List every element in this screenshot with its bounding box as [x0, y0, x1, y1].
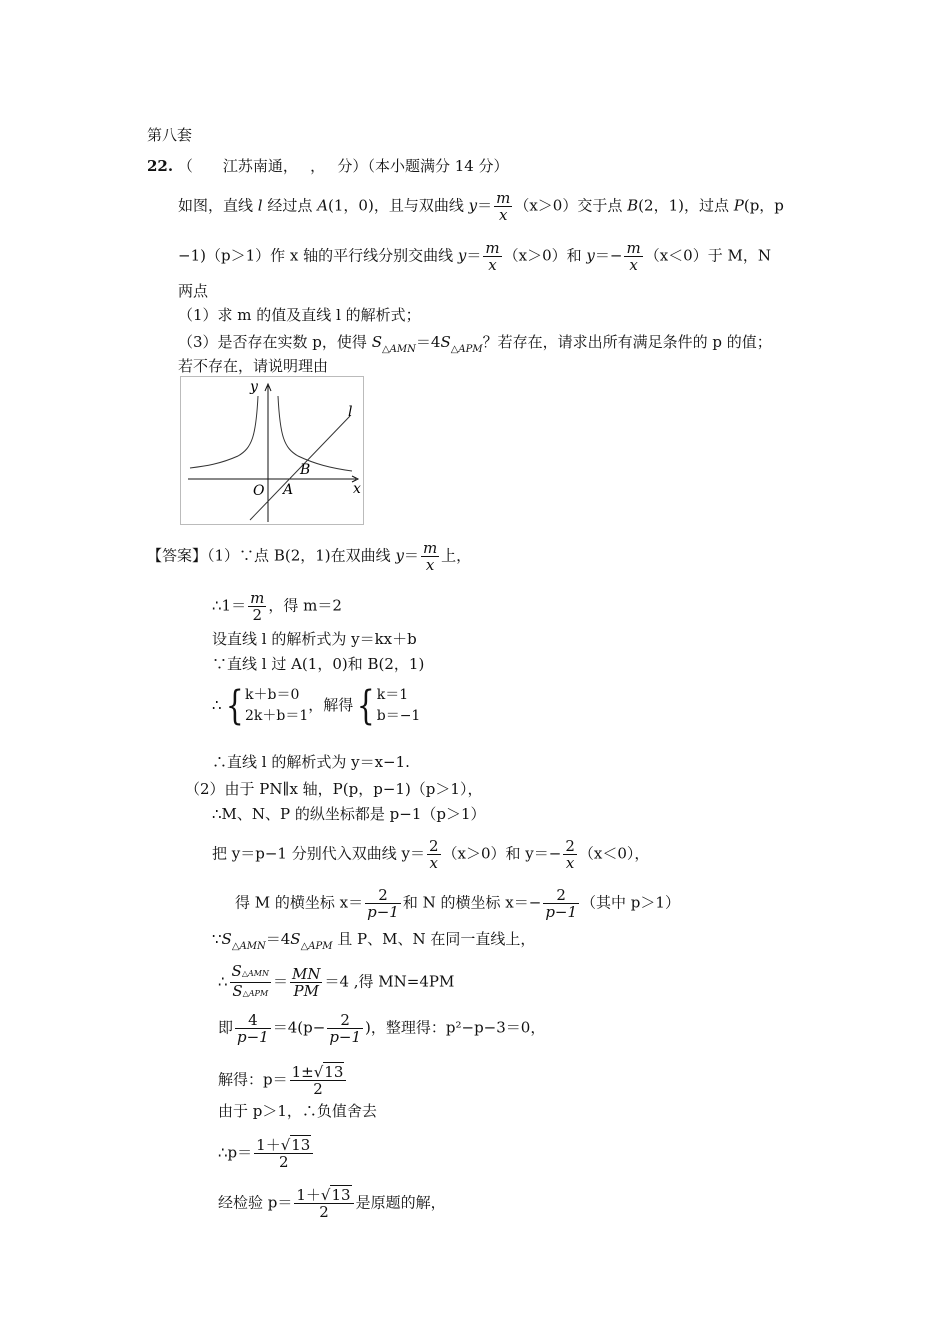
answer-part-2-line-7: 即 $\frac{4}{p-1}$ ＝4(p− $\frac{2}{p-1}$ )，整理得：p²−p−3＝0，	[218, 1011, 546, 1046]
label-O: O	[253, 483, 265, 499]
question-header	[147, 156, 509, 176]
label-y: y	[250, 379, 258, 395]
answer-part-2-line-6: ∴ $\frac{\text{S△AMN}}{\text{S△APM}}$ ＝ $\frac{MN}{PM}$ ＝4 ,得 MN=4PM	[218, 962, 455, 1000]
set-title: 第八套	[147, 126, 193, 144]
answer-line-2: ∴1＝ $\frac{m}{2}$ ，得 m＝2	[212, 589, 342, 624]
question-number: 22.	[147, 157, 174, 175]
answer-part-2-line-3: 把 y＝p−1 分别代入双曲线 y＝ $\frac{2}{x}$ （x＞0）和 y＝− $\frac{2}{x}$ （x＜0），	[212, 837, 650, 872]
answer-part-2-line-8: 解得：p＝ $\frac{1\pm√13}{2}$	[218, 1064, 348, 1097]
stem-line-2: −1)（p＞1）作 x 轴的平行线分别交曲线 y＝ $\frac{m}{x}$ （x＞0）和 y＝− $\frac{m}{x}$ （x＜0）于 M，N	[178, 239, 771, 274]
stem-line-3: 两点	[178, 282, 209, 300]
answer-part-2-line-4: 得 M 的横坐标 x＝ $\frac{2}{p-1}$ 和 N 的横坐标 x＝− $\frac{2}{p-1}$ （其中 p＞1）	[235, 886, 680, 921]
part-3-question-cont: 若不存在，请说明理由	[178, 357, 329, 375]
part-1-question: （1）求 m 的值及直线 l 的解析式；	[178, 306, 421, 324]
hyperbola-right-branch	[278, 396, 352, 471]
label-l: l	[348, 404, 353, 420]
answer-line-1: 【答案】（1）∵点 B(2，1)在双曲线 y＝ $\frac{m}{x}$ 上，	[147, 539, 472, 574]
hyperbola-figure	[180, 376, 366, 526]
answer-part-2-line-9: 由于 p＞1，∴负值舍去	[218, 1102, 377, 1120]
answer-part-2-line-11: 经检验 p＝ $\frac{1+√13}{2}$ 是原题的解，	[218, 1186, 446, 1221]
answer-part-2-line-2: ∴M、N、P 的纵坐标都是 p−1（p＞1）	[212, 805, 486, 823]
answer-part-2-line-10: ∴p＝ $\frac{1+√13}{2}$	[218, 1137, 315, 1170]
part-3-question: （3）是否存在实数 p，使得 $S_{\triangle AMN}=4S_{\triangle APM}$？若存在，请求出所有满足条件的 p 的值；	[178, 333, 772, 355]
answer-part-2-line-5: $\because S_{\triangle AMN}=4S_{\triangle APM}$ 且 P、M、N 在同一直线上，	[212, 930, 536, 952]
label-B: B	[300, 462, 311, 478]
figure-border	[181, 377, 364, 525]
question-score: （本小题满分 14 分）	[367, 157, 509, 175]
answer-line-3: 设直线 l 的解析式为 y＝kx＋b	[212, 630, 417, 648]
label-x: x	[353, 481, 361, 497]
answer-line-6: ∴直线 l 的解析式为 y＝x−1.	[212, 753, 410, 771]
hyperbola-left-branch	[190, 396, 258, 468]
answer-line-4: ∵直线 l 过 A(1，0)和 B(2，1)	[212, 655, 425, 673]
answer-line-5: ∴{ k＋b＝0 2k＋b＝1，解得{ k＝1 b＝−1	[212, 683, 421, 729]
label-A: A	[283, 482, 294, 498]
question-source: （ 江苏南通， ， 分）	[177, 157, 368, 175]
answer-part-2-line-1: （2）由于 PN∥x 轴，P(p，p−1)（p＞1），	[185, 780, 483, 798]
stem-line-1: 如图，直线 l 经过点 A(1，0)，且与双曲线 y＝ $\frac{m}{x}$ （x＞0）交于点 B(2，1)，过点 P(p，p	[178, 189, 784, 224]
